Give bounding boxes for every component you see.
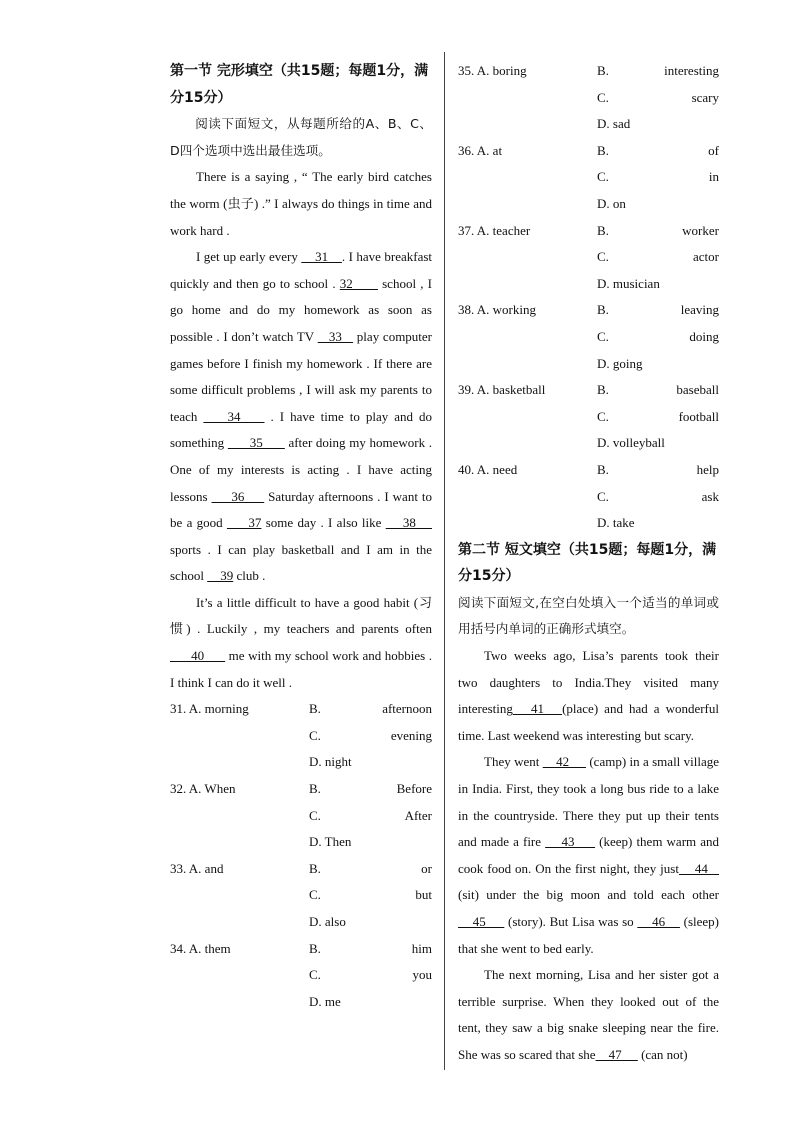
- option-c-text: football: [678, 408, 719, 424]
- blank-45: 45: [458, 914, 505, 929]
- option-b-letter: B.: [597, 302, 609, 318]
- option-d: D. me: [309, 993, 341, 1009]
- section2-paragraph-3: [458, 962, 719, 1068]
- option-c-text: but: [415, 887, 432, 903]
- option-a: 39. A. basketball: [458, 382, 546, 398]
- question-40: [458, 457, 719, 537]
- section2-paragraph-1: [458, 643, 719, 749]
- option-c-text: scary: [691, 89, 719, 105]
- text-run: club .: [233, 568, 266, 584]
- column-divider: [444, 52, 445, 1070]
- blank-38: 38: [385, 515, 433, 531]
- option-a: 35. A. boring: [458, 63, 527, 78]
- option-b-text: baseball: [676, 382, 719, 398]
- blank-42: 42: [542, 754, 586, 770]
- option-b-letter: B.: [597, 63, 609, 78]
- option-c-text: doing: [689, 328, 719, 344]
- option-a: 37. A. teacher: [458, 222, 531, 238]
- option-b-text: Before: [396, 781, 432, 797]
- option-b-letter: B.: [309, 860, 321, 876]
- text-run: (sit) under the big moon and told each other: [458, 887, 719, 903]
- text-run: some day . I also like: [261, 515, 386, 531]
- passage-paragraph-3: [170, 590, 432, 696]
- option-b-text: interesting: [664, 63, 719, 78]
- option-c-text: ask: [701, 488, 719, 504]
- section2-paragraph-2: [458, 749, 719, 962]
- text-run: (can not): [637, 1046, 688, 1062]
- section2-heading: 第二节 短文填空（共15题；每题1分，满分15分）: [458, 541, 717, 585]
- text-run: The next morning, Lisa and her sister got a terrible surprise. When they looked out of the tent, they saw a big snake sleeping near the fire. She was so scared that she: [458, 967, 719, 1062]
- option-a: 40. A. need: [458, 461, 518, 477]
- section1-heading: 第一节 完形填空（共15题；每题1分，满分15分）: [170, 63, 429, 106]
- text-run: It’s a little difficult to have a good habit (习惯) . Luckily , my teachers and parents often: [170, 594, 432, 637]
- option-b-text: worker: [682, 222, 719, 238]
- option-d: D. musician: [597, 275, 660, 291]
- blank-35: 35: [227, 435, 285, 451]
- option-d: D. volleyball: [597, 435, 665, 451]
- text-run: Two weeks ago, Lisa’s parents took their two daughters to India.They visited many interesting: [458, 648, 719, 717]
- blank-32: 32: [339, 275, 378, 291]
- option-b-letter: B.: [309, 701, 321, 717]
- question-31: [170, 696, 432, 776]
- question-35: [458, 58, 719, 138]
- blank-43: 43: [545, 834, 596, 850]
- option-a: 32. A. When: [170, 781, 236, 797]
- option-a: 31. A. morning: [170, 701, 249, 717]
- option-a: 36. A. at: [458, 142, 503, 158]
- text-run: (place) and had a wonderful time. Last weekend was interesting but scary.: [458, 701, 719, 743]
- option-b-text: help: [696, 461, 719, 477]
- option-c-letter: C.: [597, 89, 609, 105]
- text-run: sports . I can play basketball and I am in the school: [170, 541, 432, 584]
- text-run: play computer games before I finish my homework . If there are some difficult problems , I will ask my parents to teach: [170, 328, 433, 424]
- option-b-text: or: [421, 860, 432, 876]
- option-d: D. on: [597, 195, 626, 211]
- text-run: Saturday afternoons . I want to be a good: [170, 488, 433, 531]
- text-run: me with my school work and hobbies . I think I can do it well .: [170, 648, 433, 690]
- option-c-text: in: [708, 169, 719, 185]
- question-39: [458, 377, 719, 457]
- question-33: [170, 856, 432, 936]
- option-a: 33. A. and: [170, 860, 224, 876]
- blank-36: 36: [211, 488, 265, 504]
- option-d: D. also: [309, 914, 346, 929]
- option-c-text: you: [412, 967, 432, 983]
- option-b-text: leaving: [680, 302, 719, 318]
- option-b-text: afternoon: [382, 701, 432, 717]
- blank-31: 31: [301, 249, 342, 265]
- blank-34: 34: [203, 408, 265, 424]
- text-run: (story). But Lisa was so: [504, 914, 638, 929]
- option-b-letter: B.: [597, 222, 609, 238]
- text-run: They went: [484, 754, 543, 770]
- option-b-letter: B.: [597, 461, 609, 477]
- option-d: D. take: [597, 515, 635, 531]
- blank-40: 40: [170, 648, 226, 664]
- blank-44: 44: [678, 860, 720, 876]
- blank-37: 37: [226, 515, 262, 531]
- option-c-letter: C.: [597, 488, 609, 504]
- question-36: [458, 138, 719, 218]
- passage-paragraph-2: [170, 244, 432, 590]
- text-run: school , I go home and do my homework as soon as possible . I don’t watch TV: [170, 275, 433, 344]
- option-b-text: of: [708, 142, 719, 158]
- text-run: (keep) them warm and cook food on. On the first night, they just: [458, 834, 720, 876]
- section2-instruction: 阅读下面短文,在空白处填入一个适当的单词或用括号内单词的正确形式填空。: [458, 594, 719, 637]
- option-c-letter: C.: [309, 887, 321, 903]
- option-c-letter: C.: [597, 328, 609, 344]
- option-d: D. going: [597, 355, 643, 371]
- text-run: I get up early every: [196, 249, 302, 265]
- left-column: [170, 58, 432, 1015]
- option-c-letter: C.: [597, 408, 609, 424]
- option-b-letter: B.: [597, 382, 609, 398]
- option-c-text: evening: [390, 727, 432, 743]
- blank-47: 47: [595, 1046, 638, 1062]
- option-d: D. night: [309, 754, 352, 770]
- question-34: [170, 936, 432, 1016]
- option-b-letter: B.: [309, 781, 321, 797]
- text-run: . I have breakfast quickly and then go to school .: [170, 249, 433, 291]
- option-a: 38. A. working: [458, 302, 536, 318]
- right-column: [458, 58, 719, 1069]
- blank-41: 41: [512, 701, 563, 717]
- question-37: [458, 218, 719, 298]
- option-b-text: him: [411, 940, 432, 956]
- option-a: 34. A. them: [170, 940, 231, 956]
- blank-33: 33: [317, 328, 354, 344]
- option-c-letter: C.: [309, 807, 321, 823]
- section1-instruction: 阅读下面短文，从每题所给的A、B、C、D四个选项中选出最佳选项。: [170, 116, 432, 158]
- option-b-letter: B.: [309, 940, 321, 956]
- blank-39: 39: [207, 568, 234, 584]
- option-c-letter: C.: [597, 249, 609, 265]
- option-c-text: After: [404, 807, 432, 823]
- text-run: (camp) in a small village in India. First, they took a long bus ride to a lake in the countryside. There they put up their tents and made a fire: [458, 754, 720, 850]
- question-38: [458, 297, 719, 377]
- text-run: after doing my homework . One of my interests is acting . I have acting lessons: [170, 435, 432, 504]
- option-c-letter: C.: [597, 169, 609, 185]
- option-b-letter: B.: [597, 142, 609, 158]
- blank-46: 46: [637, 914, 680, 929]
- question-32: [170, 776, 432, 856]
- option-c-letter: C.: [309, 967, 321, 983]
- option-d: D. Then: [309, 834, 352, 850]
- text-run: (sleep) that she went to bed early.: [458, 914, 720, 956]
- option-d: D. sad: [597, 116, 631, 132]
- option-c-text: actor: [693, 249, 719, 265]
- passage-paragraph-1: There is a saying , “ The early bird catches the worm (虫子) .” I always do things in time and work hard .: [170, 169, 432, 238]
- text-run: . I have time to play and do something: [170, 408, 433, 451]
- option-c-letter: C.: [309, 727, 321, 743]
